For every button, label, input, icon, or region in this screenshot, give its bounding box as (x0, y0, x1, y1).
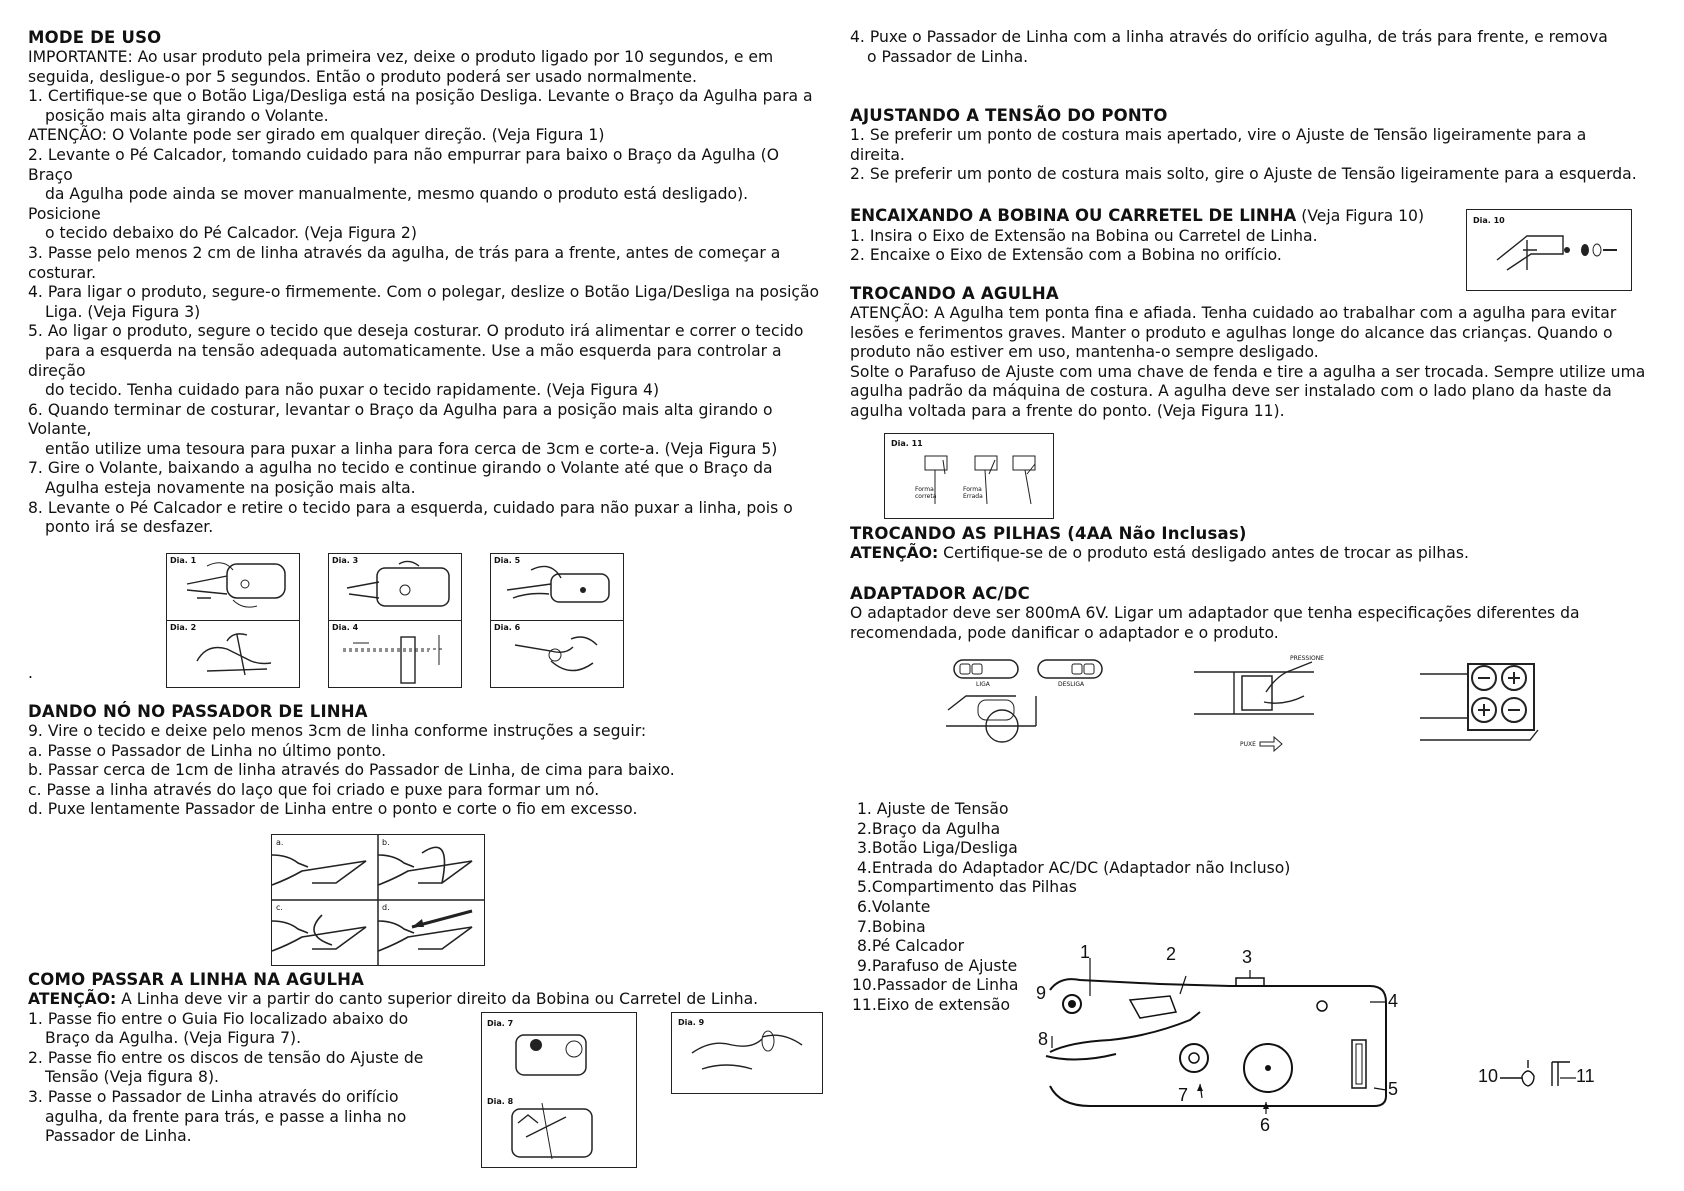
mode-line: Braço (28, 165, 73, 184)
threading-line: agulha, da frente para trás, e passe a linha no (45, 1107, 407, 1126)
tension-line: 1. Se preferir um ponto de costura mais apertado, vire o Ajuste de Tensão ligeiramente para a (850, 126, 1587, 144)
part-item: 3.Botão Liga/Desliga (852, 839, 1018, 858)
bobbin-heading (850, 206, 1470, 227)
figure-knot-steps (271, 834, 485, 966)
threading-line: 3. Passe o Passador de Linha através do orifício (28, 1087, 399, 1106)
mode-line: 4. Para ligar o produto, segure-o firmemente. Com o polegar, deslize o Botão Liga/Desliga na posição (28, 283, 820, 302)
mode-line: direção (28, 361, 86, 380)
mode-line: do tecido. Tenha cuidado para não puxar o tecido rapidamente. (Veja Figura 4) (45, 381, 660, 400)
needle-correct-caption: Forma correta (915, 486, 937, 500)
callout-6: 6 (1260, 1115, 1271, 1135)
threading-step-4: 4. Puxe o Passador de Linha com a linha através do orifício agulha, de trás para frente, e remova (850, 28, 1608, 46)
presser-foot-illustration (167, 621, 299, 687)
batteries-drawing (1420, 654, 1550, 744)
knot-line: b. Passar cerca de 1cm de linha através do Passador de Linha, de cima para baixo. (28, 761, 675, 780)
adapter-title: ADAPTADOR AC/DC (850, 584, 1030, 603)
needle-threader-illustration (672, 1013, 822, 1093)
mode-line: 2. Levante o Pé Calcador, tomando cuidado para não empurrar para baixo o Braço da Agulha (O (28, 145, 779, 164)
figure-label: Dia. 11 (891, 439, 923, 448)
tension-title: AJUSTANDO A TENSÃO DO PONTO (850, 106, 1168, 125)
mode-line: 1. Certifique-se que o Botão Liga/Desliga está na posição Desliga. Levante o Braço da Agulha para a (28, 87, 813, 106)
needle-line: produto não estiver em uso, mantenha-o sempre desligado. (850, 343, 1319, 362)
threading-line: Passador de Linha. (45, 1127, 192, 1146)
stray-dot: . (28, 664, 33, 682)
knot-line: a. Passe o Passador de Linha no último ponto. (28, 741, 387, 760)
warning-label: ATENÇÃO: (850, 544, 939, 562)
knot-title: DANDO NÓ NO PASSADOR DE LINHA (28, 702, 368, 721)
mode-line: 3. Passe pelo menos 2 cm de linha através da agulha, de trás para a frente, antes de começar a (28, 243, 781, 262)
part-item: 8.Pé Calcador (852, 937, 964, 956)
figure-step-label: d. (382, 903, 390, 912)
threading-step-4-cont: o Passador de Linha. (867, 47, 1029, 66)
tension-line: 2. Se preferir um ponto de costura mais solto, gire o Ajuste de Tensão ligeiramente para a esquerda. (850, 165, 1637, 184)
figure-dia-3 (328, 553, 462, 621)
figure-dia-10 (1466, 209, 1632, 291)
battery-section (850, 524, 1660, 564)
threading-title: COMO PASSAR A LINHA NA AGULHA (28, 970, 365, 989)
figure-label: Dia. 5 (494, 556, 521, 565)
knot-line: 9. Vire o tecido e deixe pelo menos 3cm de linha conforme instruções a seguir: (28, 722, 647, 740)
needle-orientation-illustration (885, 434, 1053, 518)
needle-line: agulha padrão da máquina de costura. A agulha deve ser instalado com o lado plano da haste da (850, 382, 1612, 401)
part-item: 6.Volante (852, 897, 931, 916)
callout-4: 4 (1388, 991, 1399, 1011)
part-item: 10.Passador de Linha (852, 976, 1019, 995)
part-item: 11.Eixo de extensão (852, 995, 1011, 1014)
mode-line: ponto irá se desfazer. (45, 518, 214, 537)
figure-label: Dia. 6 (494, 623, 521, 632)
figure-label: Dia. 1 (170, 556, 197, 565)
callout-7: 7 (1178, 1085, 1189, 1105)
bobbin-line: 2. Encaixe o Eixo de Extensão com a Bobina no orifício. (850, 246, 1282, 265)
thread-guide-illustration (482, 1013, 636, 1167)
figure-label: Dia. 4 (332, 623, 359, 632)
figure-label: Dia. 7 (487, 1019, 514, 1028)
threading-warning (28, 990, 848, 1010)
needle-title: TROCANDO A AGULHA (850, 284, 1059, 303)
mode-line: 8. Levante o Pé Calcador e retire o tecido para a esquerda, cuidado para não puxar a linha, pois o (28, 498, 793, 517)
adapter-section (850, 584, 1660, 643)
mode-line: Volante, (28, 420, 92, 439)
threading-line: Tensão (Veja figura 8). (45, 1068, 219, 1087)
needle-line: Solte o Parafuso de Ajuste com uma chave de fenda e tire a agulha a ser trocada. Sempre utilize uma (850, 362, 1646, 381)
switch-on-illustration (329, 554, 461, 620)
sewing-machine-drawing (1030, 956, 1410, 1136)
part-item: 7.Bobina (852, 917, 926, 936)
figure-label: Dia. 2 (170, 623, 197, 632)
threader-axle-legend (1480, 1050, 1620, 1090)
right-top-section (850, 28, 1660, 67)
knot-line: c. Passe a linha através do laço que foi criado e puxe para formar um nó. (28, 780, 600, 799)
mode-line: Agulha esteja novamente na posição mais alta. (45, 479, 416, 498)
callout-11: 11 (1576, 1066, 1595, 1086)
fabric-feed-illustration (329, 621, 461, 687)
bobbin-axle-illustration (1467, 210, 1631, 290)
figure-dia-5 (490, 553, 624, 621)
press-pull-drawing (1194, 652, 1344, 752)
figure-step-label: c. (276, 903, 283, 912)
figure-dia-7-8 (481, 1012, 637, 1168)
figure-dia-9 (671, 1012, 823, 1094)
bobbin-line: 1. Insira o Eixo de Extensão na Bobina ou Carretel de Linha. (850, 226, 1318, 245)
tension-section (850, 106, 1660, 185)
figure-step-label: b. (382, 838, 390, 847)
threading-line: 1. Passe fio entre o Guia Fio localizado abaixo do (28, 1009, 409, 1028)
threading-line: Braço da Agulha. (Veja Figura 7). (45, 1029, 302, 1048)
press-label: PRESSIONE (1290, 655, 1324, 662)
pull-label: PUXE (1240, 741, 1256, 748)
needle-line: ATENÇÃO: A Agulha tem ponta fina e afiada. Tenha cuidado ao trabalhar com a agulha para evitar (850, 304, 1617, 322)
battery-cover-illustration (1194, 652, 1344, 752)
battery-compartment-illustration (1420, 654, 1550, 744)
machine-diagram (1030, 942, 1410, 1136)
figure-label: Dia. 3 (332, 556, 359, 565)
adapter-line: O adaptador deve ser 800mA 6V. Ligar um adaptador que tenha especificações diferentes da (850, 604, 1580, 622)
bobbin-title: ENCAIXANDO A BOBINA OU CARRETEL DE LINHA (850, 206, 1297, 225)
bobbin-section (850, 206, 1470, 266)
mode-line: IMPORTANTE: Ao usar produto pela primeira vez, deixe o produto ligado por 10 segundos, e em (28, 48, 774, 66)
figure-label: Dia. 8 (487, 1097, 514, 1106)
switch-illustration (946, 656, 1116, 746)
battery-title: TROCANDO AS PILHAS (4AA Não Inclusas) (850, 524, 1247, 543)
callout-1: 1 (1080, 942, 1091, 962)
part-item: 5.Compartimento das Pilhas (852, 878, 1077, 897)
needle-section (850, 284, 1660, 422)
mode-title: MODE DE USO (28, 28, 162, 47)
figure-label: Dia. 9 (678, 1018, 705, 1027)
part-item: 1. Ajuste de Tensão (852, 800, 1009, 818)
knot-section (28, 702, 848, 820)
mode-line: costurar. (28, 263, 97, 282)
warning-text: Certifique-se de o produto está desligado antes de trocar as pilhas. (938, 544, 1469, 562)
knot-line: d. Puxe lentamente Passador de Linha entre o ponto e corte o fio em excesso. (28, 800, 638, 819)
needle-line: agulha voltada para a frente do ponto. (Veja Figura 11). (850, 401, 1285, 420)
mode-line: da Agulha pode ainda se mover manualmente, mesmo quando o produto está desligado). (45, 185, 749, 204)
part-item: 4.Entrada do Adaptador AC/DC (Adaptador não Incluso) (852, 858, 1291, 877)
callout-10: 10 (1478, 1066, 1499, 1086)
needle-wrong-caption: Forma Errada (963, 486, 983, 500)
mode-line: então utilize uma tesoura para puxar a linha para fora cerca de 3cm e corte-a. (Veja Figura 5) (45, 439, 778, 458)
mode-line: 6. Quando terminar de costurar, levantar o Braço da Agulha para a posição mais alta girando o (28, 400, 773, 419)
threading-line: 2. Passe fio entre os discos de tensão do Ajuste de (28, 1048, 424, 1067)
on-off-switch-drawing (946, 656, 1116, 746)
mode-line: Liga. (Veja Figura 3) (45, 302, 201, 321)
mode-line: o tecido debaixo do Pé Calcador. (Veja Figura 2) (45, 224, 417, 243)
bobbin-ref: (Veja Figura 10) (1296, 207, 1425, 225)
switch-off-label: DESLIGA (1058, 681, 1085, 688)
figure-dia-6 (490, 620, 624, 688)
scissors-cut-illustration (491, 554, 623, 620)
figure-dia-1 (166, 553, 300, 621)
threader-axle-drawing (1480, 1050, 1620, 1090)
hand-sewing-illustration (167, 554, 299, 620)
part-item: 2.Braço da Agulha (852, 819, 1001, 838)
mode-line: ATENÇÃO: O Volante pode ser girado em qualquer direção. (Veja Figura 1) (28, 126, 605, 145)
part-item: 9.Parafuso de Ajuste (852, 956, 1018, 975)
mode-line: 5. Ao ligar o produto, segure o tecido que deseja costurar. O produto irá alimentar e correr o tecido (28, 322, 804, 341)
figure-label: Dia. 10 (1473, 216, 1505, 225)
adapter-line: recomendada, pode danificar o adaptador e o produto. (850, 623, 1279, 642)
switch-on-label: LIGA (976, 681, 990, 688)
callout-9: 9 (1036, 983, 1047, 1003)
callout-8: 8 (1038, 1029, 1049, 1049)
mode-line: 7. Gire o Volante, baixando a agulha no tecido e continue girando o Volante até que o Braço da (28, 459, 773, 478)
mode-line: seguida, desligue-o por 5 segundos. Então o produto poderá ser usado normalmente. (28, 67, 697, 86)
figure-dia-11 (884, 433, 1054, 519)
mode-line: posição mais alta girando o Volante. (45, 106, 329, 125)
handwheel-turn-illustration (491, 621, 623, 687)
mode-line: para a esquerda na tensão adequada automaticamente. Use a mão esquerda para controlar a (45, 341, 782, 360)
battery-warning (850, 544, 1660, 564)
figure-step-label: a. (276, 838, 284, 847)
needle-line: lesões e ferimentos graves. Manter o produto e agulhas longe do alcance das crianças. Quando o (850, 323, 1613, 342)
callout-3: 3 (1242, 947, 1253, 967)
warning-text: A Linha deve vir a partir do canto superior direito da Bobina ou Carretel de Linha. (116, 990, 759, 1008)
figure-dia-4 (328, 620, 462, 688)
knot-steps-illustration (272, 835, 484, 965)
figure-dia-2 (166, 620, 300, 688)
callout-2: 2 (1166, 944, 1177, 964)
tension-line: direita. (850, 145, 905, 164)
mode-line: Posicione (28, 204, 101, 223)
warning-label: ATENÇÃO: (28, 990, 117, 1008)
left-column (28, 28, 848, 538)
callout-5: 5 (1388, 1079, 1399, 1099)
